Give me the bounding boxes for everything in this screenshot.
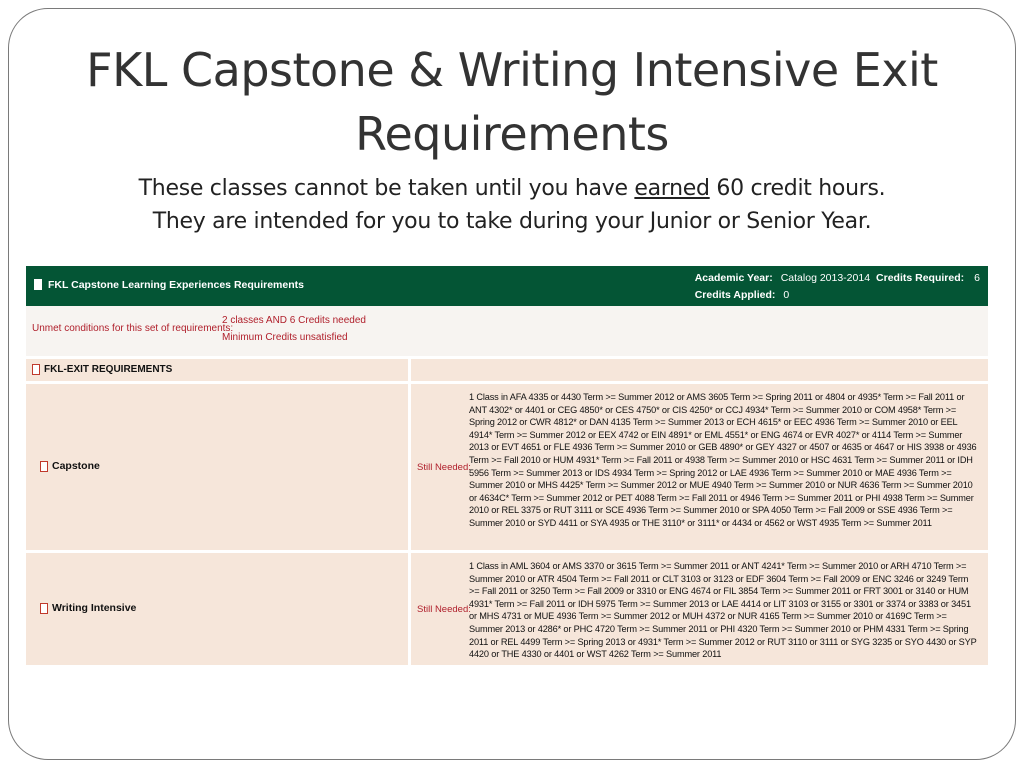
still-needed-label: Still Needed: [417,462,471,473]
subtitle-pre: These classes cannot be taken until you have [138,176,635,201]
credits-applied-value: 0 [783,289,790,301]
section-right-cell [411,359,988,381]
unmet-label: Unmet conditions for this set of requirements: [32,323,234,334]
academic-year-row [695,270,980,287]
audit-header [26,266,988,306]
subtitle-underlined: earned [634,176,710,201]
section-label: FKL-EXIT REQUIREMENTS [44,364,173,375]
unmet-conditions [26,306,988,359]
unchecked-box-icon [40,461,48,472]
requirement-detail-cell [411,384,988,550]
requirement-label-cell [26,384,408,550]
unmet-condition-1: 2 classes AND 6 Credits needed [222,315,366,326]
audit-meta [695,270,980,304]
degree-audit-screenshot [26,266,988,668]
unchecked-box-icon [40,603,48,614]
requirement-block-name: FKL Capstone Learning Experiences Requirements [48,279,304,291]
requirement-row-capstone [26,384,988,550]
subtitle-line-2: They are intended for you to take during your Junior or Senior Year. [152,209,872,234]
section-label-cell [26,359,408,381]
still-needed-label: Still Needed: [417,604,471,615]
slide-title: FKL Capstone & Writing Intensive Exit Requirements [86,43,938,161]
credits-required-value: 6 [974,272,980,284]
academic-year-value: Catalog 2013-2014 [780,272,871,284]
requirement-label-cell [26,553,408,665]
unchecked-box-icon [32,364,40,375]
checkbox-icon [34,279,42,290]
requirement-detail-cell [411,553,988,665]
requirement-row-writing-intensive [26,553,988,665]
requirement-name: Writing Intensive [52,602,137,614]
subtitle-post: 60 credit hours. [709,176,886,201]
requirement-name: Capstone [52,460,100,472]
credits-required-label: Credits Required: [876,272,965,284]
credits-applied-row [695,287,832,304]
academic-year-label: Academic Year: [694,272,773,284]
unmet-condition-2: Minimum Credits unsatisfied [222,332,348,343]
section-row [26,359,988,381]
credits-applied-label: Credits Applied: [694,289,776,301]
subtitle-line-1 [20,172,1004,205]
requirement-conditions: 1 Class in AML 3604 or AMS 3370 or 3615 Term >= Summer 2011 or ANT 4241* Term >= Summer 2010 or ARH 4710 Term >= Summer 2010 or ATR 4504 Term >= Fall 2011 or CLT 3103 or 3123 or EDF 3604 Term >= Fall 2009 or ENC 3246 or 3249 Term >= Fall 2011 or 3250 Term >= Fall 2009 or 3310 or ENG 4674 or FIL 3854 Term >= Summer 2011 or FRT 3001 or 3140 or HUM 4931* Term >= Fall 2011 or IDH 5975 Term >= Summer 2013 or LAE 4414 or LIT 3103 or 3155 or 3301 or 3374 or 3383 or 3451 or MHS 4731 or MUE 4936 Term >= Summer 2012 or MUH 4372 or NUR 4165 Term >= Summer 2010 or 4169C Term >= Summer 2013 or 4286* or PHC 4720 Term >= Summer 2011 or PHI 4320 Term >= Summer 2010 or PHM 4331 Term >= Spring 2011 or REL 4499 Term >= Spring 2013 or 4931* Term >= Summer 2012 or RUT 3110 or 3111 or SYG 3235 or SYO 4430 or SYP 4420 or THE 4330 or 4401 or WST 4262 Term >= Summer 2011 [469,561,977,660]
requirement-conditions: 1 Class in AFA 4335 or 4430 Term >= Summer 2012 or AMS 3605 Term >= Spring 2011 or 4804 or 4935* Term >= Fall 2011 or ANT 4302* or 4401 or CEG 4850* or CES 4750* or CIS 4250* or CCJ 4934* Term >= Summer 2010 or COM 4958* Term >= Spring 2012 or CWR 4812* or DAN 4135 Term >= Summer 2013 or ECH 4615* or EEC 4936 Term >= Summer 2010 or EEL 4914* Term >= Summer 2012 or EEX 4742 or EIN 4891* or EML 4551* or ENG 4674 or EVR 4027* or 4114 Term >= Summer 2013 or EVT 4651 or FLE 4936 Term >= Summer 2010 or GEB 4890* or GEY 4327 or 4507 or 4635 or 4647 or HIS 3938 or 4936 Term >= Fall 2010 or HUM 4931* Term >= Fall 2011 or 4938 Term >= Summer 2010 or HSC 4631 Term >= Summer 2011 or IDH 5956 Term >= Summer 2013 or IDS 4934 Term >= Spring 2012 or LAE 4936 Term >= Summer 2010 or MAE 4936 Term >= Summer 2010 or MHS 4425* Term >= Summer 2012 or MUE 4940 Term >= Summer 2010 or NUR 4636 Term >= Summer 2010 or 4634C* Term >= Summer 2012 or PET 4088 Term >= Fall 2011 or 4946 Term >= Summer 2011 or PHI 4938 Term >= Summer 2010 or REL 3375 or RUT 3111 or SCE 4936 Term >= Summer 2010 or SPA 4050 Term >= Fall 2009 or SSE 4936 Term >= Summer 2010 or SYD 4411 or SYA 4935 or THE 3110* or 3111* or 4434 or 4562 or WST 4935 Term >= Summer 2011 [469,392,977,528]
slide-subtitle [20,172,1004,238]
